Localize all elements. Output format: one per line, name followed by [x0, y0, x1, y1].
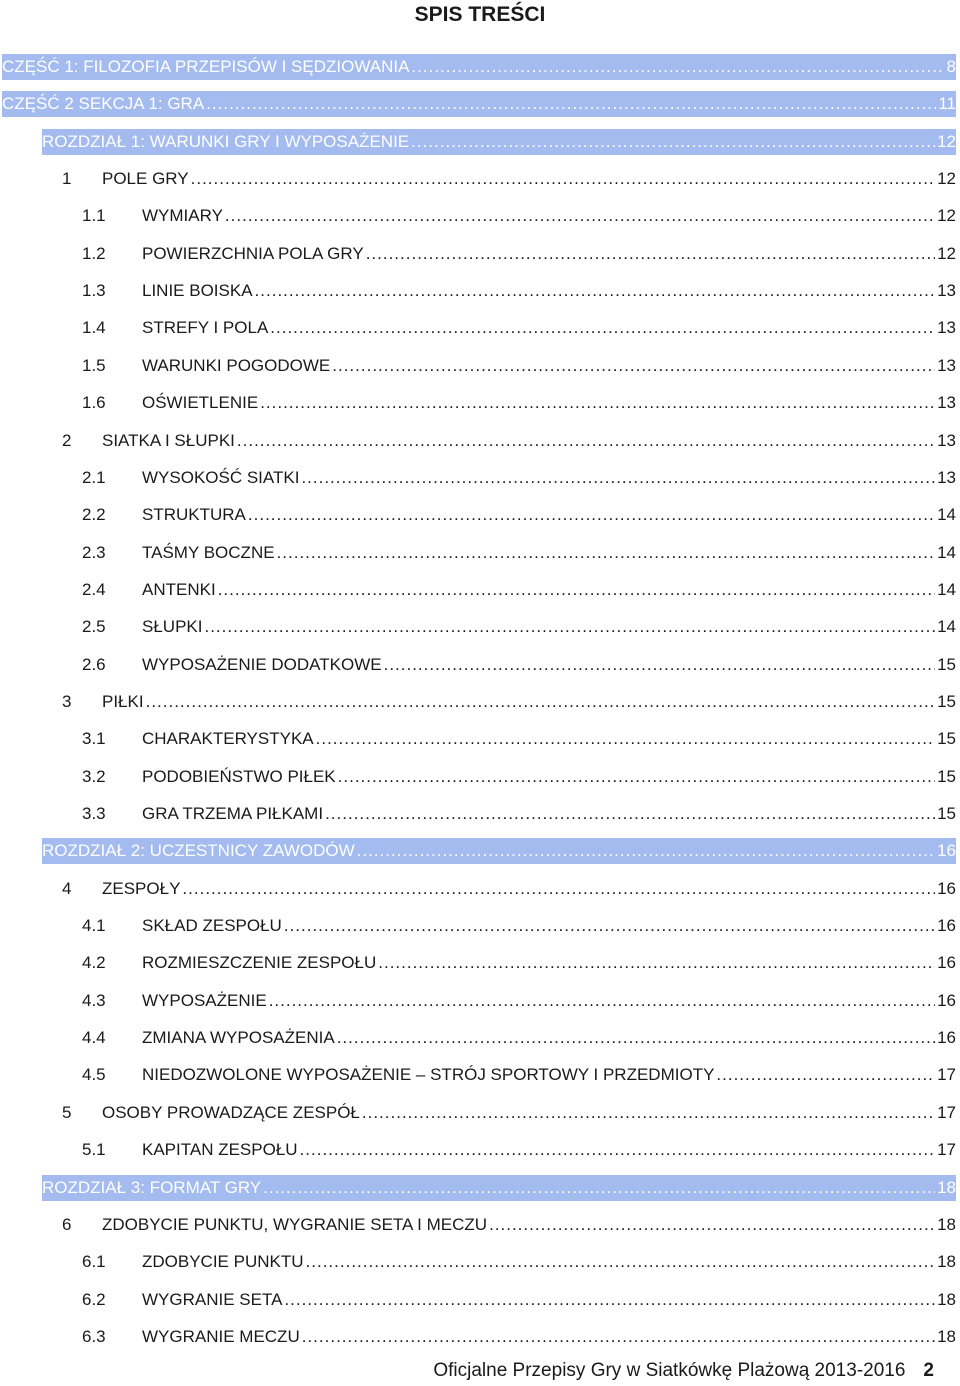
toc-dot-leader	[489, 1215, 935, 1235]
toc-entry-page: 15	[937, 804, 956, 823]
toc-entry-title: POLE GRY	[102, 169, 189, 188]
page-title: SPIS TREŚCI	[414, 3, 546, 26]
toc-entry-title: WYGRANIE SETA	[142, 1290, 283, 1309]
toc-dot-leader	[284, 1290, 935, 1310]
toc-entry-title: STRUKTURA	[142, 505, 246, 524]
toc-entry-number: 4.2	[82, 953, 106, 972]
toc-entry[interactable]	[82, 1249, 956, 1275]
toc-entry[interactable]	[82, 1062, 956, 1088]
toc-entry-page: 16	[937, 916, 956, 935]
toc-entry-title: SŁUPKI	[142, 617, 203, 636]
toc-entry-page: 12	[937, 132, 956, 151]
toc-entry-title: WARUNKI POGODOWE	[142, 356, 331, 375]
toc-dot-leader	[204, 617, 935, 637]
toc-entry-title: WYSOKOŚĆ SIATKI	[142, 468, 300, 487]
toc-entry-number: 6	[62, 1215, 72, 1234]
toc-entry[interactable]	[82, 353, 956, 379]
toc-dot-leader	[225, 206, 935, 226]
toc-dot-leader	[255, 281, 936, 301]
toc-dot-leader	[357, 841, 935, 861]
toc-entry-number: 1.3	[82, 281, 106, 300]
toc-entry-title: POWIERZCHNIA POLA GRY	[142, 244, 364, 263]
toc-entry-page: 12	[937, 169, 956, 188]
toc-entry-number: 2.2	[82, 505, 106, 524]
toc-dot-leader	[182, 879, 935, 899]
toc-entry[interactable]	[62, 1212, 956, 1238]
toc-entry-number: 5	[62, 1103, 72, 1122]
toc-entry-title: CZĘŚĆ 2 SEKCJA 1: GRA	[2, 94, 205, 113]
toc-entry-title: LINIE BOISKA	[142, 281, 253, 300]
toc-entry-page: 12	[937, 244, 956, 263]
toc-entry-title: ZDOBYCIE PUNKTU	[142, 1252, 304, 1271]
toc-entry-title: NIEDOZWOLONE WYPOSAŻENIE – STRÓJ SPORTOWY I PRZEDMIOTY	[142, 1065, 715, 1084]
toc-entry-title: STREFY I POLA	[142, 318, 269, 337]
toc-entry-page: 18	[937, 1252, 956, 1271]
toc-dot-leader	[206, 94, 936, 114]
toc-entry-number: 6.1	[82, 1252, 106, 1271]
toc-entry-page: 15	[937, 655, 956, 674]
toc-entry-page: 12	[937, 206, 956, 225]
toc-entry-title: TAŚMY BOCZNE	[142, 543, 275, 562]
toc-entry[interactable]	[82, 1025, 956, 1051]
toc-entry-page: 17	[937, 1140, 956, 1159]
toc-dot-leader	[263, 1178, 935, 1198]
toc-entry[interactable]	[62, 689, 956, 715]
toc-entry-number: 5.1	[82, 1140, 106, 1159]
toc-dot-leader	[191, 169, 935, 189]
toc-entry-page: 15	[937, 729, 956, 748]
toc-entry[interactable]	[62, 876, 956, 902]
toc-entry[interactable]	[42, 1175, 956, 1201]
toc-entry-number: 1.5	[82, 356, 106, 375]
toc-entry-number: 3.2	[82, 767, 106, 786]
toc-entry-title: ZESPOŁY	[102, 879, 181, 898]
toc-entry[interactable]	[82, 203, 956, 229]
toc-entry-number: 3	[62, 692, 72, 711]
toc-entry-page: 15	[937, 767, 956, 786]
toc-entry-number: 2.3	[82, 543, 106, 562]
toc-entry-title: ZMIANA WYPOSAŻENIA	[142, 1028, 335, 1047]
toc-dot-leader	[306, 1252, 936, 1272]
toc-entry-page: 14	[937, 617, 956, 636]
toc-entry-number: 6.3	[82, 1327, 106, 1346]
toc-entry[interactable]	[82, 614, 956, 640]
toc-entry-page: 15	[937, 692, 956, 711]
toc-entry-page: 13	[937, 281, 956, 300]
toc-entry-number: 1	[62, 169, 72, 188]
toc-entry-page: 18	[937, 1290, 956, 1309]
toc-entry-page: 14	[937, 505, 956, 524]
toc-entry-page: 17	[937, 1103, 956, 1122]
toc-entry-title: CZĘŚĆ 1: FILOZOFIA PRZEPISÓW I SĘDZIOWANIA	[2, 57, 410, 76]
toc-entry[interactable]	[82, 1137, 956, 1163]
toc-entry-page: 16	[937, 879, 956, 898]
toc-entry-page: 13	[937, 468, 956, 487]
toc-entry-number: 2.6	[82, 655, 106, 674]
toc-dot-leader	[366, 244, 935, 264]
toc-entry-title: WYMIARY	[142, 206, 223, 225]
toc-dot-leader	[362, 1103, 935, 1123]
toc-entry[interactable]	[82, 726, 956, 752]
toc-entry-page: 16	[937, 841, 956, 860]
toc-dot-leader	[277, 543, 936, 563]
toc-entry-title: ANTENKI	[142, 580, 216, 599]
toc-entry[interactable]	[82, 988, 956, 1014]
toc-entry-number: 2.5	[82, 617, 106, 636]
toc-entry[interactable]	[62, 1100, 956, 1126]
toc-entry-number: 3.1	[82, 729, 106, 748]
toc-entry-title: WYGRANIE MECZU	[142, 1327, 300, 1346]
toc-entry-number: 2	[62, 431, 72, 450]
toc-dot-leader	[260, 393, 935, 413]
toc-entry-page: 18	[937, 1215, 956, 1234]
toc-dot-leader	[218, 580, 935, 600]
toc-entry-title: ROZDZIAŁ 2: UCZESTNICY ZAWODÓW	[42, 841, 355, 860]
toc-entry-page: 14	[937, 543, 956, 562]
toc-entry[interactable]	[82, 465, 956, 491]
toc-dot-leader	[270, 318, 935, 338]
toc-dot-leader	[146, 692, 935, 712]
toc-dot-leader	[332, 356, 935, 376]
toc-entry[interactable]	[82, 315, 956, 341]
toc-entry-page: 13	[937, 318, 956, 337]
toc-entry[interactable]	[82, 390, 956, 416]
toc-dot-leader	[269, 991, 935, 1011]
toc-entry-page: 16	[937, 1028, 956, 1047]
toc-dot-leader	[325, 804, 935, 824]
toc-entry[interactable]	[82, 540, 956, 566]
toc-entry-number: 4.4	[82, 1028, 106, 1047]
toc-entry-number: 4.5	[82, 1065, 106, 1084]
toc-dot-leader	[384, 655, 935, 675]
toc-entry-page: 18	[937, 1327, 956, 1346]
toc-entry-title: KAPITAN ZESPOŁU	[142, 1140, 298, 1159]
toc-entry-page: 13	[937, 356, 956, 375]
toc-entry-page: 18	[937, 1178, 956, 1197]
toc-entry-title: SKŁAD ZESPOŁU	[142, 916, 282, 935]
toc-dot-leader	[337, 1028, 935, 1048]
toc-dot-leader	[302, 1327, 935, 1347]
toc-entry-number: 1.1	[82, 206, 106, 225]
toc-entry-number: 3.3	[82, 804, 106, 823]
toc-entry[interactable]	[42, 838, 956, 864]
toc-entry-number: 1.6	[82, 393, 106, 412]
toc-entry-title: WYPOSAŻENIE	[142, 991, 267, 1010]
toc-entry[interactable]	[82, 764, 956, 790]
toc-entry[interactable]	[82, 1324, 956, 1350]
toc-dot-leader	[338, 767, 935, 787]
toc-dot-leader	[411, 57, 944, 77]
toc-entry-page: 17	[937, 1065, 956, 1084]
toc-entry-number: 1.2	[82, 244, 106, 263]
toc-entry[interactable]	[82, 950, 956, 976]
toc-entry-title: OSOBY PROWADZĄCE ZESPÓŁ	[102, 1103, 360, 1122]
toc-entry-title: ROZDZIAŁ 1: WARUNKI GRY I WYPOSAŻENIE	[42, 132, 410, 151]
toc-entry[interactable]	[82, 652, 956, 678]
footer-title: Oficjalne Przepisy Gry w Siatkówkę Plażową 2013-2016	[433, 1360, 906, 1381]
toc-dot-leader	[716, 1065, 935, 1085]
toc-entry[interactable]	[62, 166, 956, 192]
toc-entry-number: 6.2	[82, 1290, 106, 1309]
toc-dot-leader	[284, 916, 935, 936]
toc-entry-number: 1.4	[82, 318, 106, 337]
toc-entry-page: 16	[937, 953, 956, 972]
toc-entry[interactable]	[82, 1287, 956, 1313]
toc-entry-page: 13	[937, 431, 956, 450]
toc-entry-title: PODOBIEŃSTWO PIŁEK	[142, 767, 336, 786]
toc-entry[interactable]	[82, 801, 956, 827]
toc-entry-page: 14	[937, 580, 956, 599]
toc-entry[interactable]	[82, 502, 956, 528]
page-footer	[433, 1360, 934, 1382]
toc-entry-title: ZDOBYCIE PUNKTU, WYGRANIE SETA I MECZU	[102, 1215, 488, 1234]
toc-entry[interactable]	[82, 913, 956, 939]
toc-entry[interactable]	[2, 54, 956, 80]
toc-entry-number: 4.1	[82, 916, 106, 935]
toc-entry-page: 13	[937, 393, 956, 412]
toc-entry-title: ROZDZIAŁ 3: FORMAT GRY	[42, 1178, 262, 1197]
toc-entry-page: 16	[937, 991, 956, 1010]
toc-entry[interactable]	[2, 91, 956, 117]
toc-dot-leader	[411, 132, 935, 152]
toc-entry-title: GRA TRZEMA PIŁKAMI	[142, 804, 324, 823]
toc-entry-title: OŚWIETLENIE	[142, 393, 259, 412]
toc-dot-leader	[248, 505, 935, 525]
toc-entry-page: 11	[938, 94, 956, 113]
toc-entry[interactable]	[82, 241, 956, 267]
toc-entry-title: ROZMIESZCZENIE ZESPOŁU	[142, 953, 377, 972]
toc-dot-leader	[300, 1140, 936, 1160]
toc-entry[interactable]	[42, 129, 956, 155]
footer-page-number: 2	[923, 1360, 934, 1381]
toc-entry-number: 2.1	[82, 468, 106, 487]
toc-entry-number: 4	[62, 879, 72, 898]
toc-entry[interactable]	[62, 428, 956, 454]
toc-entry[interactable]	[82, 278, 956, 304]
toc-entry-number: 4.3	[82, 991, 106, 1010]
toc-entry[interactable]	[82, 577, 956, 603]
toc-entry-title: CHARAKTERYSTYKA	[142, 729, 314, 748]
toc-entry-title: PIŁKI	[102, 692, 144, 711]
toc-entry-page: 8	[946, 57, 956, 76]
toc-entry-number: 2.4	[82, 580, 106, 599]
toc-dot-leader	[378, 953, 935, 973]
toc-dot-leader	[237, 431, 935, 451]
toc-dot-leader	[301, 468, 935, 488]
toc-entry-title: WYPOSAŻENIE DODATKOWE	[142, 655, 382, 674]
toc-entry-title: SIATKA I SŁUPKI	[102, 431, 235, 450]
toc-dot-leader	[316, 729, 935, 749]
